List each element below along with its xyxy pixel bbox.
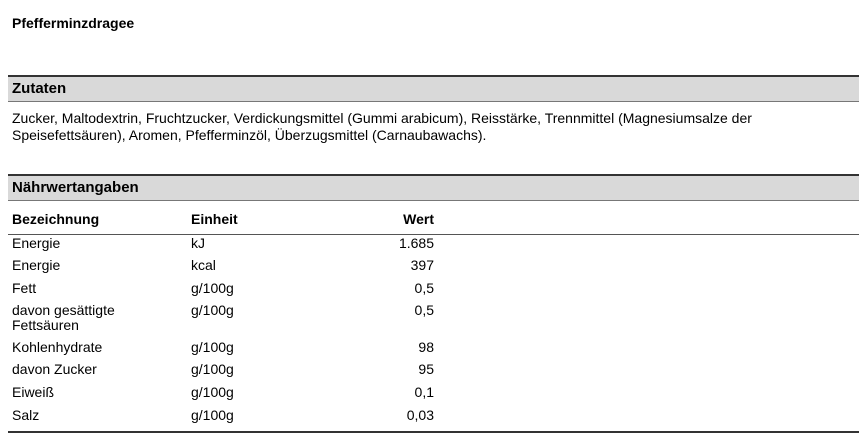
- row-name: Kohlenhydrate: [12, 339, 103, 355]
- column-header-unit: Einheit: [191, 211, 238, 227]
- row-value: 397: [410, 257, 434, 273]
- row-name: Energie: [12, 257, 61, 273]
- row-value: 95: [418, 361, 434, 377]
- row-value: 0,1: [414, 384, 434, 400]
- row-unit: kcal: [191, 257, 216, 273]
- row-name: davon gesättigte Fettsäuren: [12, 302, 115, 333]
- column-header-value: Wert: [403, 211, 434, 227]
- row-name: Eiweiß: [12, 384, 55, 400]
- row-name: Salz: [12, 407, 40, 423]
- row-unit: g/100g: [191, 361, 234, 377]
- row-value: 0,03: [406, 407, 434, 423]
- row-unit: kJ: [191, 235, 205, 251]
- row-value: 0,5: [414, 302, 434, 318]
- column-header-name: Bezeichnung: [12, 211, 100, 227]
- row-value: 1.685: [398, 235, 434, 251]
- row-name: davon Zucker: [12, 361, 97, 377]
- row-unit: g/100g: [191, 384, 234, 400]
- bottom-divider: [8, 431, 859, 433]
- row-value: 98: [418, 339, 434, 355]
- row-unit: g/100g: [191, 339, 234, 355]
- row-unit: g/100g: [191, 302, 234, 318]
- nutrition-table-header: [8, 209, 859, 235]
- nutrition-section-header: [8, 174, 859, 201]
- product-title: Pfefferminzdragee: [12, 15, 135, 31]
- ingredients-header-label: Zutaten: [12, 80, 67, 97]
- nutrition-header-label: Nährwertangaben: [12, 179, 139, 196]
- row-value: 0,5: [414, 280, 434, 296]
- row-unit: g/100g: [191, 407, 234, 423]
- row-unit: g/100g: [191, 280, 234, 296]
- row-name: Energie: [12, 235, 61, 251]
- ingredients-text: Zucker, Maltodextrin, Fruchtzucker, Verdickungsmittel (Gummi arabicum), Reisstärke, Trennmittel (Magnesiumsalze der Speisefettsäuren), Aromen, Pfefferminzöl, Überzugsmittel (Carnaubawachs).: [12, 110, 752, 143]
- ingredients-section-header: [8, 75, 859, 102]
- row-name: Fett: [12, 280, 37, 296]
